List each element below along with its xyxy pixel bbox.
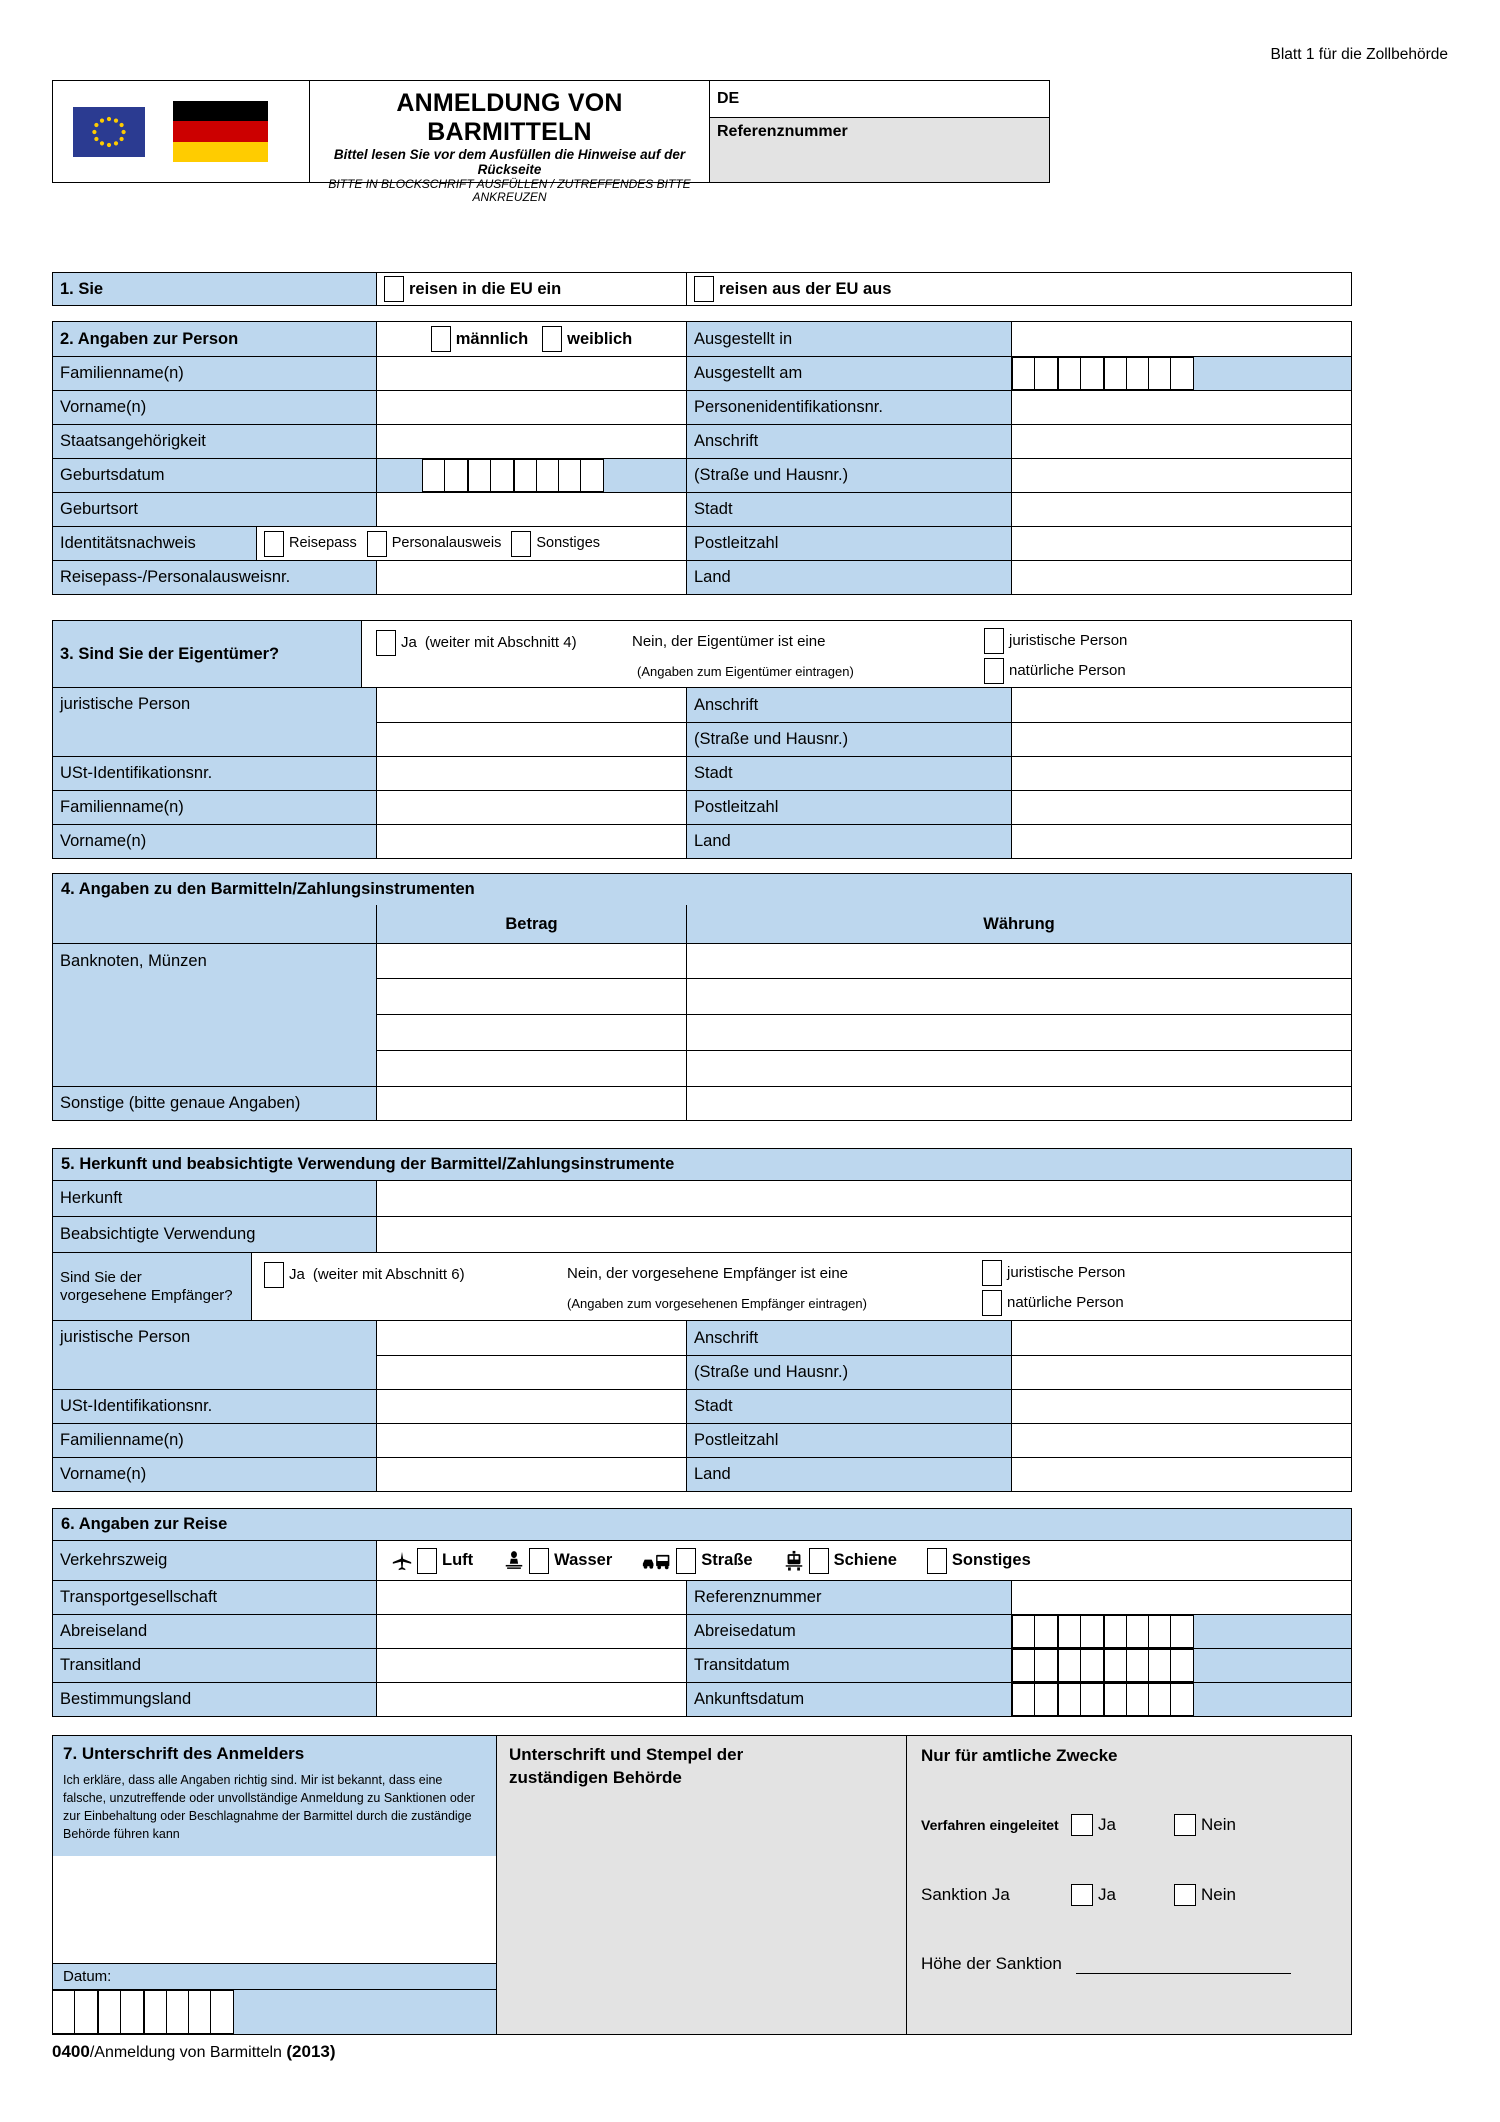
authority-signature-block[interactable] [497,1735,907,2035]
row-input-left[interactable] [377,425,687,459]
table-row [52,1390,1352,1424]
recipient-question-label [52,1253,252,1321]
travel-out-option[interactable] [687,272,1352,306]
transport-road-label: Straße [701,1551,753,1570]
table-row [52,1424,1352,1458]
row-input-right[interactable] [1012,459,1352,493]
table-row [52,825,1352,859]
sanction-label: Sanktion Ja [921,1885,1010,1904]
row-label-right: Ankunftsdatum [687,1683,1012,1717]
banknotes-label: Banknoten, Münzen [52,943,377,1087]
footer-form-year: (2013) [286,2042,336,2061]
travel-out-checkbox[interactable] [694,276,714,302]
id-card-label: Personalausweis [391,535,502,552]
section-4 [52,873,1352,1121]
transport-mode-rail[interactable] [783,1548,897,1574]
row-input-left[interactable] [377,493,687,527]
other-assets-label: Sonstige (bitte genaue Angaben) [52,1087,377,1121]
title-subtitle-2: BITTE IN BLOCKSCHRIFT AUSFÜLLEN / ZUTREFFENDES BITTE ANKREUZEN [328,176,691,205]
train-icon [783,1550,805,1572]
official-use-block [907,1735,1352,2035]
section-3-question-row [52,620,1352,688]
ship-icon [503,1550,525,1572]
gender-male-checkbox[interactable] [431,326,451,352]
row-input-left[interactable] [377,391,687,425]
issued-in-input[interactable] [1012,321,1352,357]
address-labels [687,688,1012,757]
row-label-left: juristische Person [52,688,377,757]
row-label-right: Postleitzahl [687,527,1012,561]
row-input-right[interactable] [1012,527,1352,561]
transport-mode-road[interactable] [642,1548,752,1574]
transport-air-checkbox[interactable] [417,1548,437,1574]
row-input-left[interactable] [377,1356,687,1390]
page-title: ANMELDUNG VON BARMITTELN [396,89,623,146]
section-3-title: 3. Sind Sie der Eigentümer? [52,620,362,688]
row-input-left[interactable] [377,723,687,757]
owner-legal-person-option[interactable] [984,628,1127,654]
section-7-title: 7. Unterschrift des Anmelders [63,1744,305,1763]
title-subtitle-1: Bittel lesen Sie vor dem Ausfüllen die Hinweise auf der Rückseite [333,146,686,178]
other-currency-input[interactable] [687,1087,1352,1121]
issued-in-label: Ausgestellt in [687,321,1012,357]
official-use-title: Nur für amtliche Zwecke [921,1746,1118,1765]
owner-legal-person-checkbox[interactable] [984,628,1004,654]
row-label-right: Stadt [687,757,1012,791]
travel-in-label: reisen in die EU ein [409,279,562,298]
proceeding-yes-label: Ja [1098,1815,1116,1834]
row-input-left[interactable] [377,825,687,859]
row-input-left[interactable] [377,357,687,391]
owner-yes-label: Ja [401,634,417,652]
table-row [52,1087,1352,1121]
table-row [52,1649,1352,1683]
currency-input[interactable] [687,1015,1352,1051]
row-label-left: USt-Identifikationsnr. [52,757,377,791]
recipient-no-note: (Angaben zum vorgesehenen Empfänger eintragen) [567,1296,867,1311]
sheet-note: Blatt 1 für die Zollbehörde [1270,46,1448,63]
proceeding-yes-checkbox[interactable] [1071,1814,1093,1836]
address-inputs [1012,688,1352,757]
transport-water-checkbox[interactable] [529,1548,549,1574]
table-row [52,357,1352,391]
table-row [52,1458,1352,1492]
section-4-column-headers [52,905,1352,943]
column-header-amount: Betrag [377,905,687,943]
row-input-left[interactable] [377,757,687,791]
transport-mode-other[interactable] [927,1548,1031,1574]
row-input-right-date[interactable] [1012,1683,1352,1717]
owner-no-label: Nein, der Eigentümer ist eine [632,633,826,650]
row-label-right: Stadt [687,1390,1012,1424]
currency-input[interactable] [687,943,1352,979]
table-row [52,425,1352,459]
section-1 [52,272,1352,306]
row-input-right[interactable] [1012,561,1352,595]
table-row [52,459,1352,493]
recipient-question-line1: Sind Sie der [60,1269,142,1287]
row-label-right: Land [687,561,1012,595]
row-input-left[interactable] [377,1683,687,1717]
airplane-icon [391,1550,413,1572]
table-row [52,1181,1352,1217]
recipient-natural-person-checkbox[interactable] [982,1290,1002,1316]
intended-use-label: Beabsichtigte Verwendung [52,1217,377,1253]
gender-options[interactable] [377,321,687,357]
recipient-no-label: Nein, der vorgesehene Empfänger ist eine [567,1265,849,1282]
table-row [52,1683,1352,1717]
other-amount-input[interactable] [377,1087,687,1121]
row-label-left: Abreiseland [52,1615,377,1649]
signature-area[interactable] [53,1856,496,1964]
row-input-right[interactable] [1012,825,1352,859]
row-input-left-date[interactable] [377,459,687,493]
proceeding-label: Verfahren eingeleitet [921,1817,1059,1833]
amount-input[interactable] [377,1015,687,1051]
id-proof-label: Identitätsnachweis [52,527,257,561]
row-input-left[interactable] [377,1424,687,1458]
row-label-left: Vorname(n) [52,391,377,425]
row-label-right: Postleitzahl [687,1424,1012,1458]
passport-label: Reisepass [289,535,357,552]
transport-rail-label: Schiene [833,1551,897,1570]
owner-yes-checkbox[interactable] [376,630,396,656]
row-input-right[interactable] [1012,1581,1352,1615]
table-row [52,757,1352,791]
passport-checkbox[interactable] [264,531,284,557]
other-id-checkbox[interactable] [511,531,531,557]
row-input-right[interactable] [1012,688,1352,723]
sanction-yes-checkbox[interactable] [1071,1884,1093,1906]
row-input-left[interactable] [377,1390,687,1424]
table-row [52,527,1352,561]
authority-title-line1: Unterschrift und Stempel der [509,1745,744,1764]
row-input-right-date[interactable] [1012,357,1352,391]
proceeding-row[interactable] [921,1814,1329,1836]
row-label-left: Familienname(n) [52,1424,377,1458]
transport-other-label: Sonstiges [951,1551,1031,1570]
declaration-date-field[interactable] [53,1989,496,2034]
row-label-left: Geburtsort [52,493,377,527]
owner-yes-option[interactable] [376,630,577,656]
transport-water-label: Wasser [554,1551,613,1570]
section-3 [52,620,1352,859]
row-label-left: Familienname(n) [52,357,377,391]
table-row [52,391,1352,425]
sanction-amount-input[interactable] [1076,1972,1291,1974]
row-input-left[interactable] [377,791,687,825]
row-input-right[interactable] [1012,791,1352,825]
section-1-title: 1. Sie [52,272,377,306]
recipient-legal-person-label: juristische Person [1007,1264,1126,1282]
row-label-left: juristische Person [52,1321,377,1390]
table-row [52,1217,1352,1253]
section-2-rows [52,357,1352,595]
owner-yes-note: (weiter mit Abschnitt 4) [424,634,577,652]
row-label-right: Postleitzahl [687,791,1012,825]
road-vehicle-icon [642,1551,672,1571]
row-label-right: (Straße und Hausnr.) [687,459,1012,493]
row-input-left[interactable] [377,561,687,595]
proceeding-no-label: Nein [1200,1815,1236,1834]
address-inputs [1012,1321,1352,1390]
id-card-checkbox[interactable] [367,531,387,557]
form-footer [52,2042,336,2062]
recipient-natural-person-label: natürliche Person [1007,1294,1124,1312]
legal-person-inputs [377,688,687,757]
intended-use-input[interactable] [377,1217,1352,1253]
owner-no-note: (Angaben zum Eigentümer eintragen) [637,664,854,679]
row-label-left: Vorname(n) [52,1458,377,1492]
table-row [52,561,1352,595]
date-label: Datum: [53,1963,496,1989]
row-label-right: Land [687,1458,1012,1492]
table-row [52,1615,1352,1649]
row-label-left: Bestimmungsland [52,1683,377,1717]
row-input-right[interactable] [1012,391,1352,425]
section-7 [52,1735,1352,2035]
recipient-natural-person-option[interactable] [982,1290,1124,1316]
row-label-left: Transportgesellschaft [52,1581,377,1615]
gender-female-checkbox[interactable] [542,326,562,352]
currency-input[interactable] [687,979,1352,1015]
row-label-right: Anschrift [687,425,1012,459]
legal-person-inputs [377,1321,687,1390]
section-5 [52,1148,1352,1492]
recipient-legal-person-option[interactable] [982,1260,1125,1286]
row-label-right: Anschrift [687,1321,1012,1356]
row-input-right[interactable] [1012,493,1352,527]
row-input-right[interactable] [1012,1390,1352,1424]
origin-input[interactable] [377,1181,1352,1217]
owner-natural-person-option[interactable] [984,658,1126,684]
row-label-left: Transitland [52,1649,377,1683]
address-labels [687,1321,1012,1390]
form-header [52,80,1352,205]
row-label-right: Stadt [687,493,1012,527]
row-input-left[interactable] [377,1649,687,1683]
transport-mode-air[interactable] [391,1548,473,1574]
declaration-text-block [53,1736,496,1856]
owner-natural-person-label: natürliche Person [1009,662,1126,680]
sanction-no-checkbox[interactable] [1174,1884,1196,1906]
row-label-right: (Straße und Hausnr.) [687,723,1012,757]
owner-legal-person-label: juristische Person [1009,632,1128,650]
section-2-title: 2. Angaben zur Person [52,321,377,357]
transport-road-checkbox[interactable] [676,1548,696,1574]
section-5-title: 5. Herkunft und beabsichtigte Verwendung der Barmittel/Zahlungsinstrumente [52,1148,1352,1181]
recipient-question-row [52,1253,1352,1321]
recipient-options[interactable] [252,1253,1352,1321]
section-3-address-block [52,688,1352,757]
spacer [52,905,377,943]
row-input-right[interactable] [1012,1321,1352,1356]
table-row [52,1581,1352,1615]
row-label-left: Familienname(n) [52,791,377,825]
sanction-amount-row[interactable] [921,1954,1291,1974]
title-cell [310,80,710,205]
sanction-amount-label: Höhe der Sanktion [921,1954,1062,1973]
transport-mode-label: Verkehrszweig [52,1541,377,1581]
section-6 [52,1508,1352,1717]
origin-label: Herkunft [52,1181,377,1217]
row-label-right: Abreisedatum [687,1615,1012,1649]
row-label-left: Reisepass-/Personalausweisnr. [52,561,377,595]
sanction-row[interactable] [921,1884,1329,1906]
section-5-address-block [52,1321,1352,1390]
section-2-header-row [52,321,1352,357]
owner-natural-person-checkbox[interactable] [984,658,1004,684]
transport-mode-row [52,1541,1352,1581]
owner-options[interactable] [362,620,1352,688]
footer-form-name: /Anmeldung von Barmitteln [89,2044,287,2061]
id-proof-options[interactable] [257,527,687,561]
row-label-left: Geburtsdatum [52,459,377,493]
row-label-right: Personenidentifikationsnr. [687,391,1012,425]
travel-out-label: reisen aus der EU aus [719,279,892,298]
row-label-right: Transitdatum [687,1649,1012,1683]
amount-input[interactable] [377,943,687,979]
row-input-right[interactable] [1012,425,1352,459]
other-id-label: Sonstiges [536,535,601,552]
table-row [52,493,1352,527]
flags-cell [52,80,310,183]
transport-air-label: Luft [442,1551,474,1570]
section-6-title: 6. Angaben zur Reise [52,1508,1352,1541]
table-row [52,791,1352,825]
banknotes-block [52,943,1352,1087]
recipient-yes-note: (weiter mit Abschnitt 6) [312,1266,465,1284]
sanction-yes-label: Ja [1098,1885,1116,1904]
transport-mode-water[interactable] [503,1548,612,1574]
amount-input[interactable] [377,979,687,1015]
declaration-text: Ich erkläre, dass alle Angaben richtig sind. Mir ist bekannt, dass eine falsche, unzutreffende oder unvollständige Anmeldung zu Sanktionen oder zur Einbehaltung oder Beschlagnahme der Barmittel durch die zuständige Behörde führen kann [63,1773,475,1842]
transport-rail-checkbox[interactable] [809,1548,829,1574]
footer-form-code: 0400 [52,2042,90,2061]
travel-in-option[interactable] [377,272,687,306]
row-input-left[interactable] [377,688,687,723]
gender-male-label: männlich [455,329,529,348]
recipient-legal-person-checkbox[interactable] [982,1260,1002,1286]
recipient-yes-option[interactable] [264,1262,465,1288]
proceeding-no-checkbox[interactable] [1174,1814,1196,1836]
recipient-yes-label: Ja [289,1266,305,1284]
amount-column [377,943,687,1087]
country-code: DE [710,80,1050,118]
row-label-right: Land [687,825,1012,859]
row-input-left[interactable] [377,1458,687,1492]
recipient-yes-checkbox[interactable] [264,1262,284,1288]
row-input-right-date[interactable] [1012,1649,1352,1683]
section-4-title: 4. Angaben zu den Barmitteln/Zahlungsinstrumenten [52,873,1352,905]
row-label-right: (Straße und Hausnr.) [687,1356,1012,1390]
authority-title [509,1744,894,1790]
travel-in-checkbox[interactable] [384,276,404,302]
row-input-left[interactable] [377,1321,687,1356]
row-label-left: USt-Identifikationsnr. [52,1390,377,1424]
sanction-no-label: Nein [1200,1885,1236,1904]
declarant-signature-block [52,1735,497,2035]
authority-title-line2: zuständigen Behörde [509,1767,682,1787]
row-label-left: Staatsangehörigkeit [52,425,377,459]
row-input-right-date[interactable] [1012,1615,1352,1649]
row-label-left: Vorname(n) [52,825,377,859]
recipient-question-line2: vorgesehene Empfänger? [60,1286,233,1304]
row-input-right[interactable] [1012,757,1352,791]
row-input-right[interactable] [1012,723,1352,757]
section-2 [52,321,1352,595]
amount-input[interactable] [377,1051,687,1087]
reference-number-field[interactable]: Referenznummer [710,118,1050,183]
currency-column [687,943,1352,1087]
gender-female-label: weiblich [567,329,633,348]
row-input-right[interactable] [1012,1356,1352,1390]
row-input-left[interactable] [377,1581,687,1615]
row-input-right[interactable] [1012,1458,1352,1492]
row-input-right[interactable] [1012,1424,1352,1458]
eu-flag-icon [73,107,145,157]
column-header-currency: Währung [687,905,1352,943]
row-label-right: Referenznummer [687,1581,1012,1615]
row-input-left[interactable] [377,1615,687,1649]
row-label-right: Ausgestellt am [687,357,1012,391]
row-label-right: Anschrift [687,688,1012,723]
transport-other-checkbox[interactable] [927,1548,947,1574]
reference-cell [710,80,1050,183]
currency-input[interactable] [687,1051,1352,1087]
germany-flag-icon [173,101,268,163]
transport-mode-options[interactable] [377,1541,1352,1581]
